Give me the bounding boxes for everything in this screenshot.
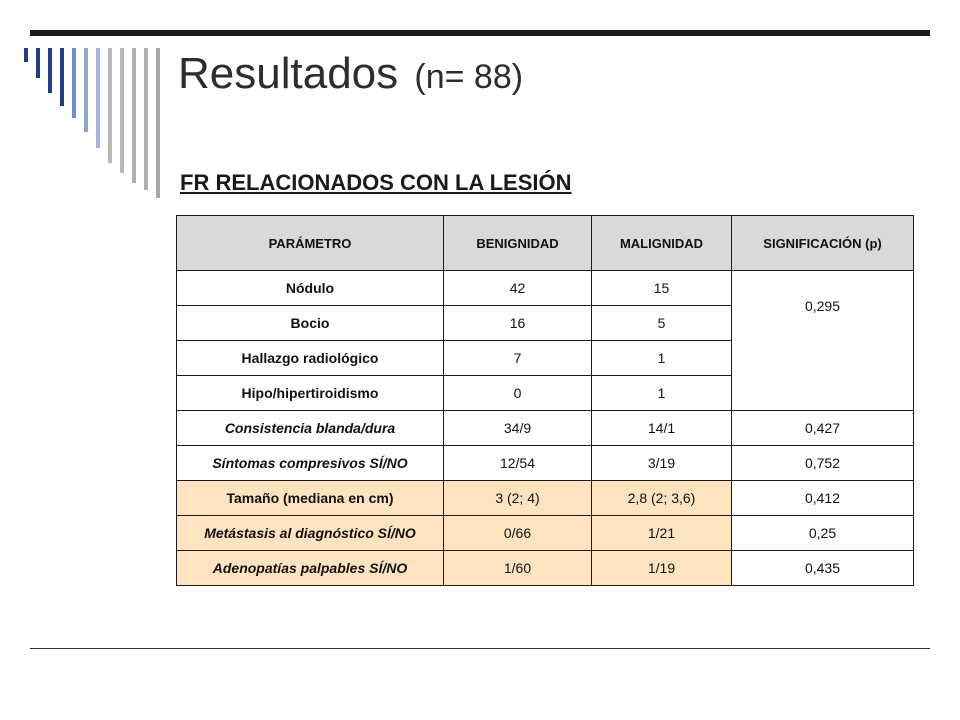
row-benign: 0 bbox=[444, 376, 592, 411]
row-param: Bocio bbox=[177, 306, 444, 341]
row-malign: 2,8 (2; 3,6) bbox=[592, 481, 732, 516]
header-significacion: SIGNIFICACIÓN (p) bbox=[732, 216, 914, 271]
group-significance-continued bbox=[732, 341, 914, 411]
slide-title-text: Resultados bbox=[178, 49, 399, 98]
decorative-bars bbox=[22, 48, 162, 198]
row-benign: 1/60 bbox=[444, 551, 592, 586]
results-table bbox=[176, 215, 914, 586]
row-malign: 1 bbox=[592, 376, 732, 411]
table-row bbox=[177, 411, 914, 446]
row-benign: 7 bbox=[444, 341, 592, 376]
row-significance: 0,25 bbox=[732, 516, 914, 551]
slide-title-sample-size: (n= 88) bbox=[414, 58, 524, 96]
slide-title bbox=[178, 49, 524, 98]
row-benign: 0/66 bbox=[444, 516, 592, 551]
row-param: Hipo/hipertiroidismo bbox=[177, 376, 444, 411]
row-param: Tamaño (mediana en cm) bbox=[177, 481, 444, 516]
table-row-highlighted bbox=[177, 516, 914, 551]
table-row bbox=[177, 341, 914, 376]
slide-subtitle: FR RELACIONADOS CON LA LESIÓN bbox=[180, 170, 572, 195]
row-significance: 0,412 bbox=[732, 481, 914, 516]
row-significance: 0,435 bbox=[732, 551, 914, 586]
row-param: Nódulo bbox=[177, 271, 444, 306]
row-param: Síntomas compresivos SÍ/NO bbox=[177, 446, 444, 481]
row-benign: 16 bbox=[444, 306, 592, 341]
table-header-row bbox=[177, 216, 914, 271]
row-significance: 0,752 bbox=[732, 446, 914, 481]
row-benign: 34/9 bbox=[444, 411, 592, 446]
table-row-highlighted bbox=[177, 551, 914, 586]
header-benignidad: BENIGNIDAD bbox=[444, 216, 592, 271]
row-malign: 1/19 bbox=[592, 551, 732, 586]
table-row bbox=[177, 446, 914, 481]
row-malign: 1 bbox=[592, 341, 732, 376]
row-benign: 12/54 bbox=[444, 446, 592, 481]
row-malign: 1/21 bbox=[592, 516, 732, 551]
table-row-highlighted bbox=[177, 481, 914, 516]
row-benign: 42 bbox=[444, 271, 592, 306]
group-significance: 0,295 bbox=[732, 271, 914, 341]
top-rule bbox=[30, 30, 930, 36]
row-malign: 3/19 bbox=[592, 446, 732, 481]
header-parametro: PARÁMETRO bbox=[177, 216, 444, 271]
table-row bbox=[177, 271, 914, 306]
row-malign: 5 bbox=[592, 306, 732, 341]
row-param: Hallazgo radiológico bbox=[177, 341, 444, 376]
header-malignidad: MALIGNIDAD bbox=[592, 216, 732, 271]
row-param: Metástasis al diagnóstico SÍ/NO bbox=[177, 516, 444, 551]
row-benign: 3 (2; 4) bbox=[444, 481, 592, 516]
row-param: Consistencia blanda/dura bbox=[177, 411, 444, 446]
row-malign: 15 bbox=[592, 271, 732, 306]
bottom-rule bbox=[30, 648, 930, 649]
row-param: Adenopatías palpables SÍ/NO bbox=[177, 551, 444, 586]
row-malign: 14/1 bbox=[592, 411, 732, 446]
row-significance: 0,427 bbox=[732, 411, 914, 446]
